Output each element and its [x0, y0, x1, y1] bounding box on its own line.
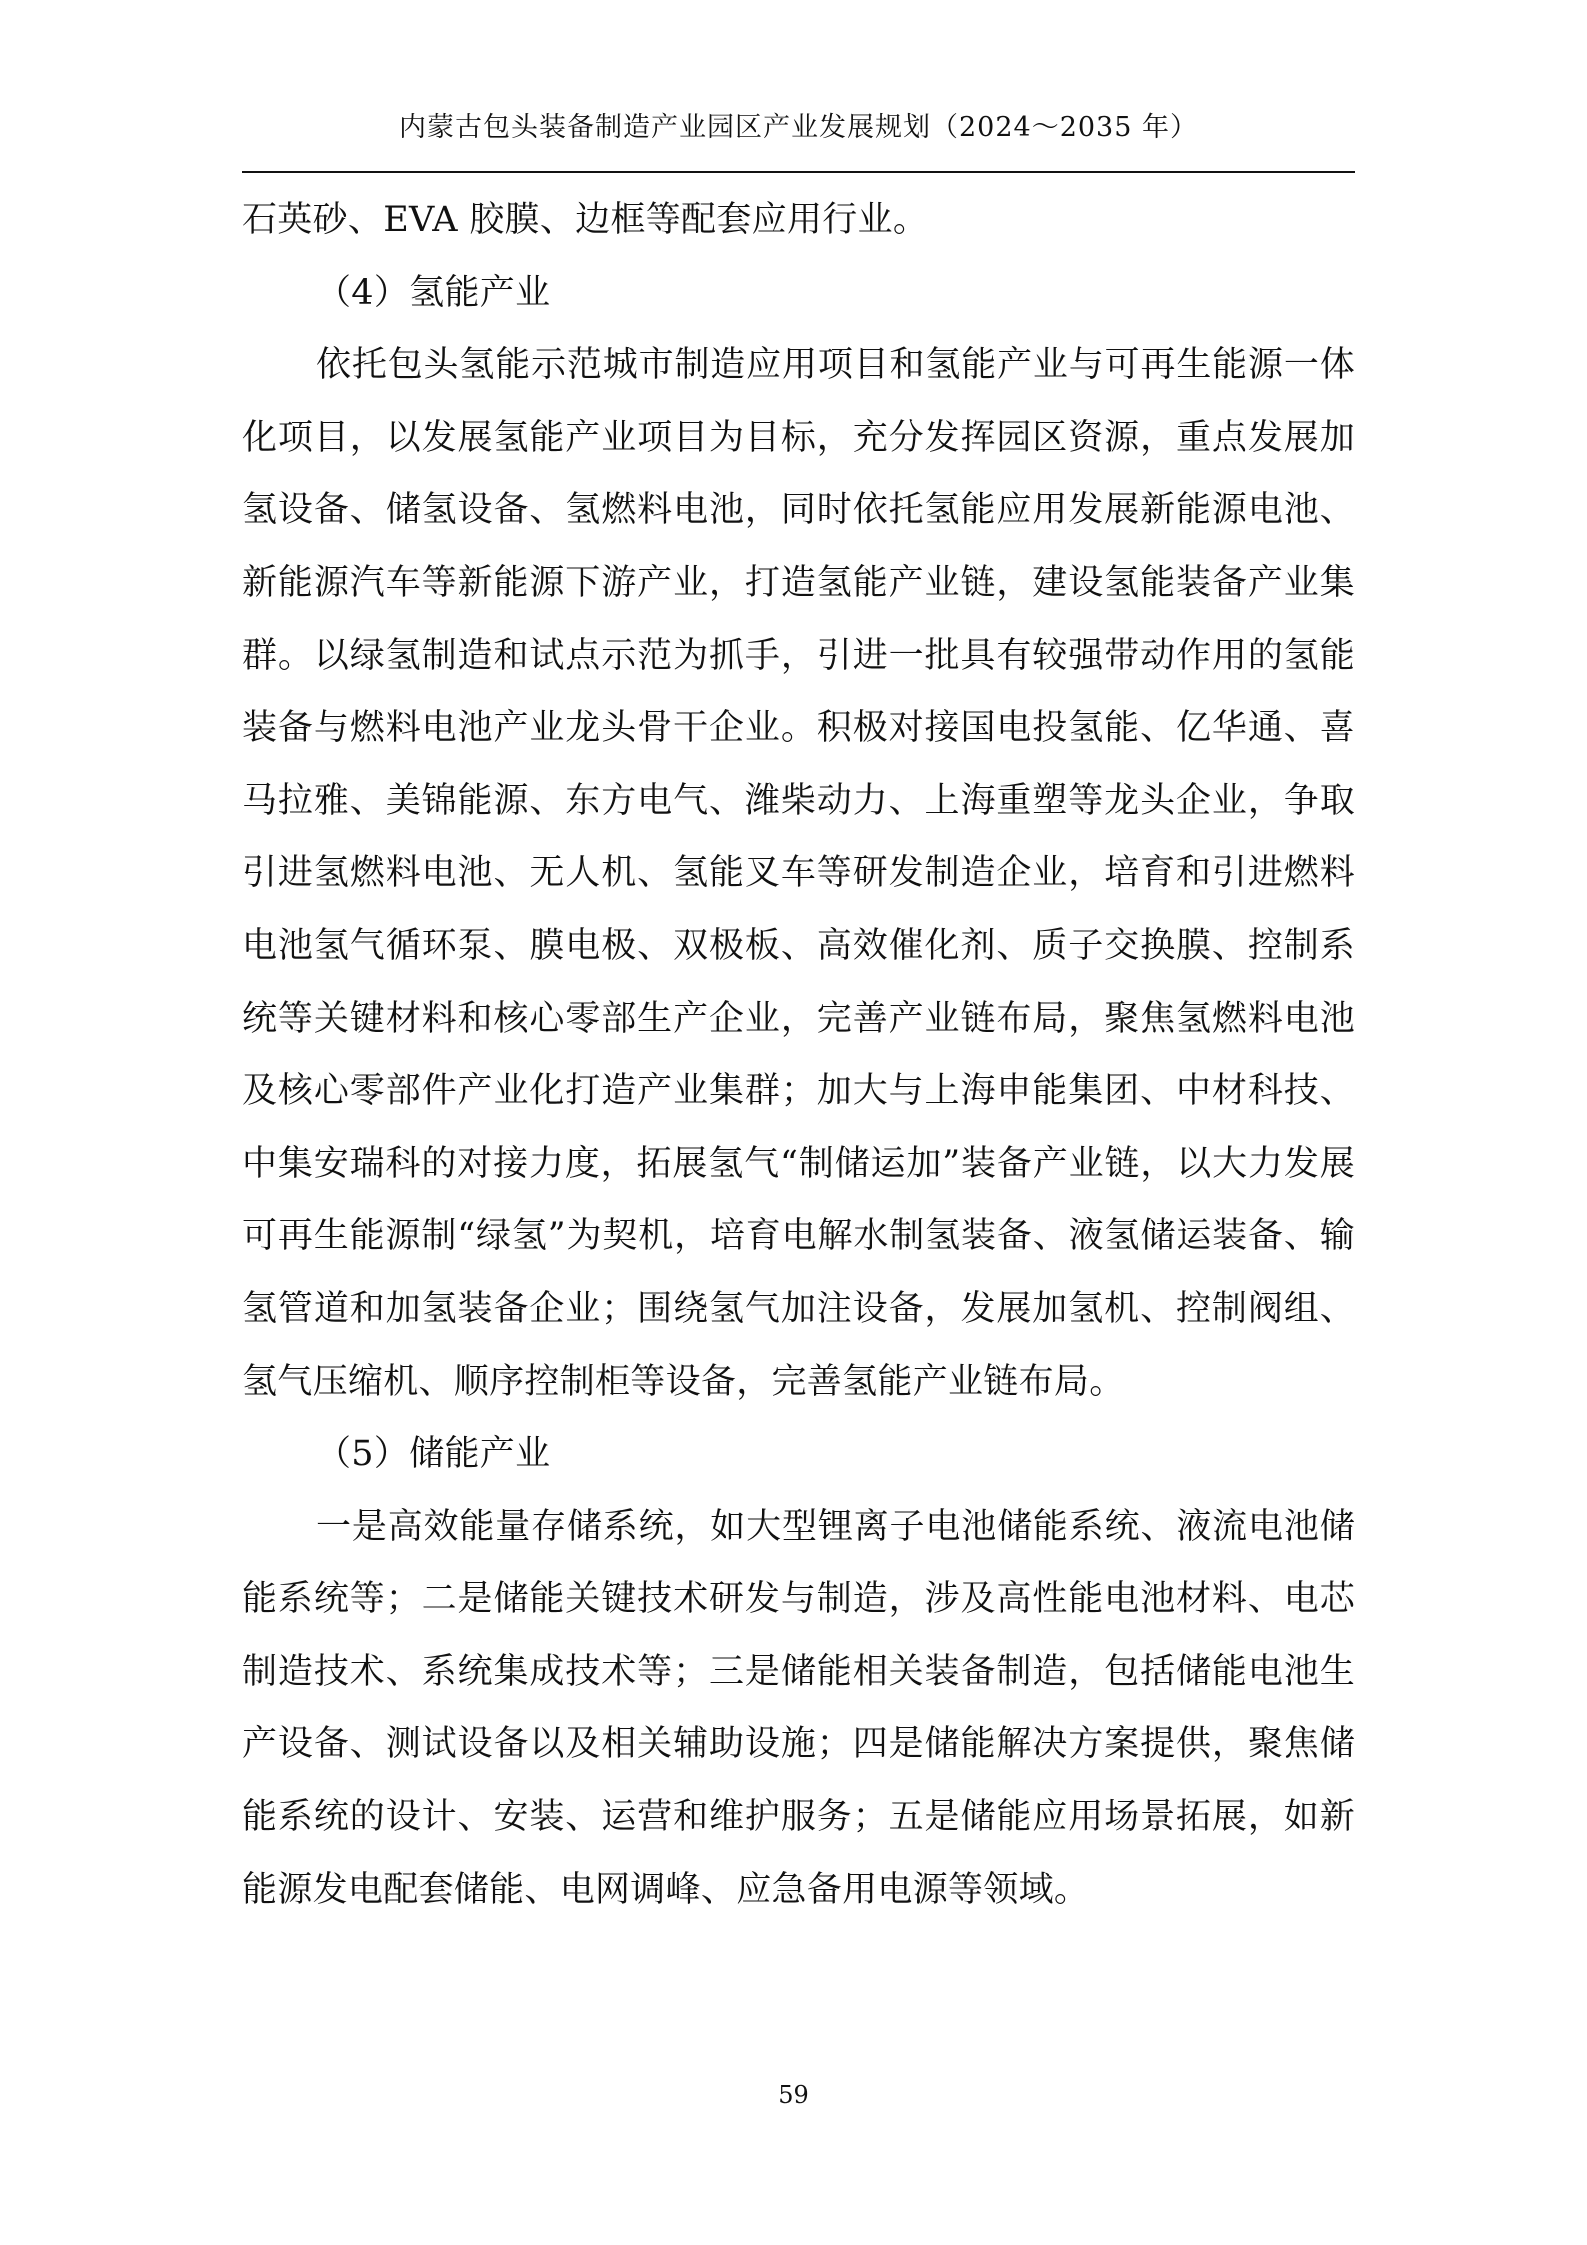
page-number: 59 [778, 2081, 809, 2109]
continuation-paragraph: 石英砂、EVA 胶膜、边框等配套应用行业。 [242, 200, 929, 240]
header-divider [242, 171, 1355, 173]
section-heading-hydrogen: （4）氢能产业 [316, 272, 551, 313]
page-header-title: 内蒙古包头装备制造产业园区产业发展规划（2024～2035 年） [398, 112, 1198, 143]
section-heading-energy-storage: （5）储能产业 [316, 1434, 551, 1475]
energy-storage-paragraph: 一是高效能量存储系统，如大型锂离子电池储能系统、液流电池储能系统等；二是储能关键技术研发与制造，涉及高性能电池材料、电芯制造技术、系统集成技术等；三是储能相关装备制造，包括储能电池生产设备、测试设备以及相关辅助设施；四是储能解决方案提供，聚焦储能系统的设计、安装、运营和维护服务；五是储能应用场景拓展，如新能源发电配套储能、电网调峰、应急备用电源等领域。 [242, 1506, 1355, 1910]
document-body [242, 184, 1355, 1926]
hydrogen-paragraph: 依托包头氢能示范城市制造应用项目和氢能产业与可再生能源一体化项目，以发展氢能产业项目为目标，充分发挥园区资源，重点发展加氢设备、储氢设备、氢燃料电池，同时依托氢能应用发展新能源电池、新能源汽车等新能源下游产业，打造氢能产业链，建设氢能装备产业集群。以绿氢制造和试点示范为抓手，引进一批具有较强带动作用的氢能装备与燃料电池产业龙头骨干企业。积极对接国电投氢能、亿华通、喜马拉雅、美锦能源、东方电气、潍柴动力、上海重塑等龙头企业，争取引进氢燃料电池、无人机、氢能叉车等研发制造企业，培育和引进燃料电池氢气循环泵、膜电极、双极板、高效催化剂、质子交换膜、控制系统等关键材料和核心零部生产企业，完善产业链布局，聚焦氢燃料电池及核心零部件产业化打造产业集群；加大与上海申能集团、中材科技、中集安瑞科的对接力度，拓展氢气“制储运加”装备产业链，以大力发展可再生能源制“绿氢”为契机，培育电解水制氢装备、液氢储运装备、输氢管道和加氢装备企业；围绕氢气加注设备，发展加氢机、控制阀组、氢气压缩机、顺序控制柜等设备，完善氢能产业链布局。 [242, 345, 1355, 1402]
